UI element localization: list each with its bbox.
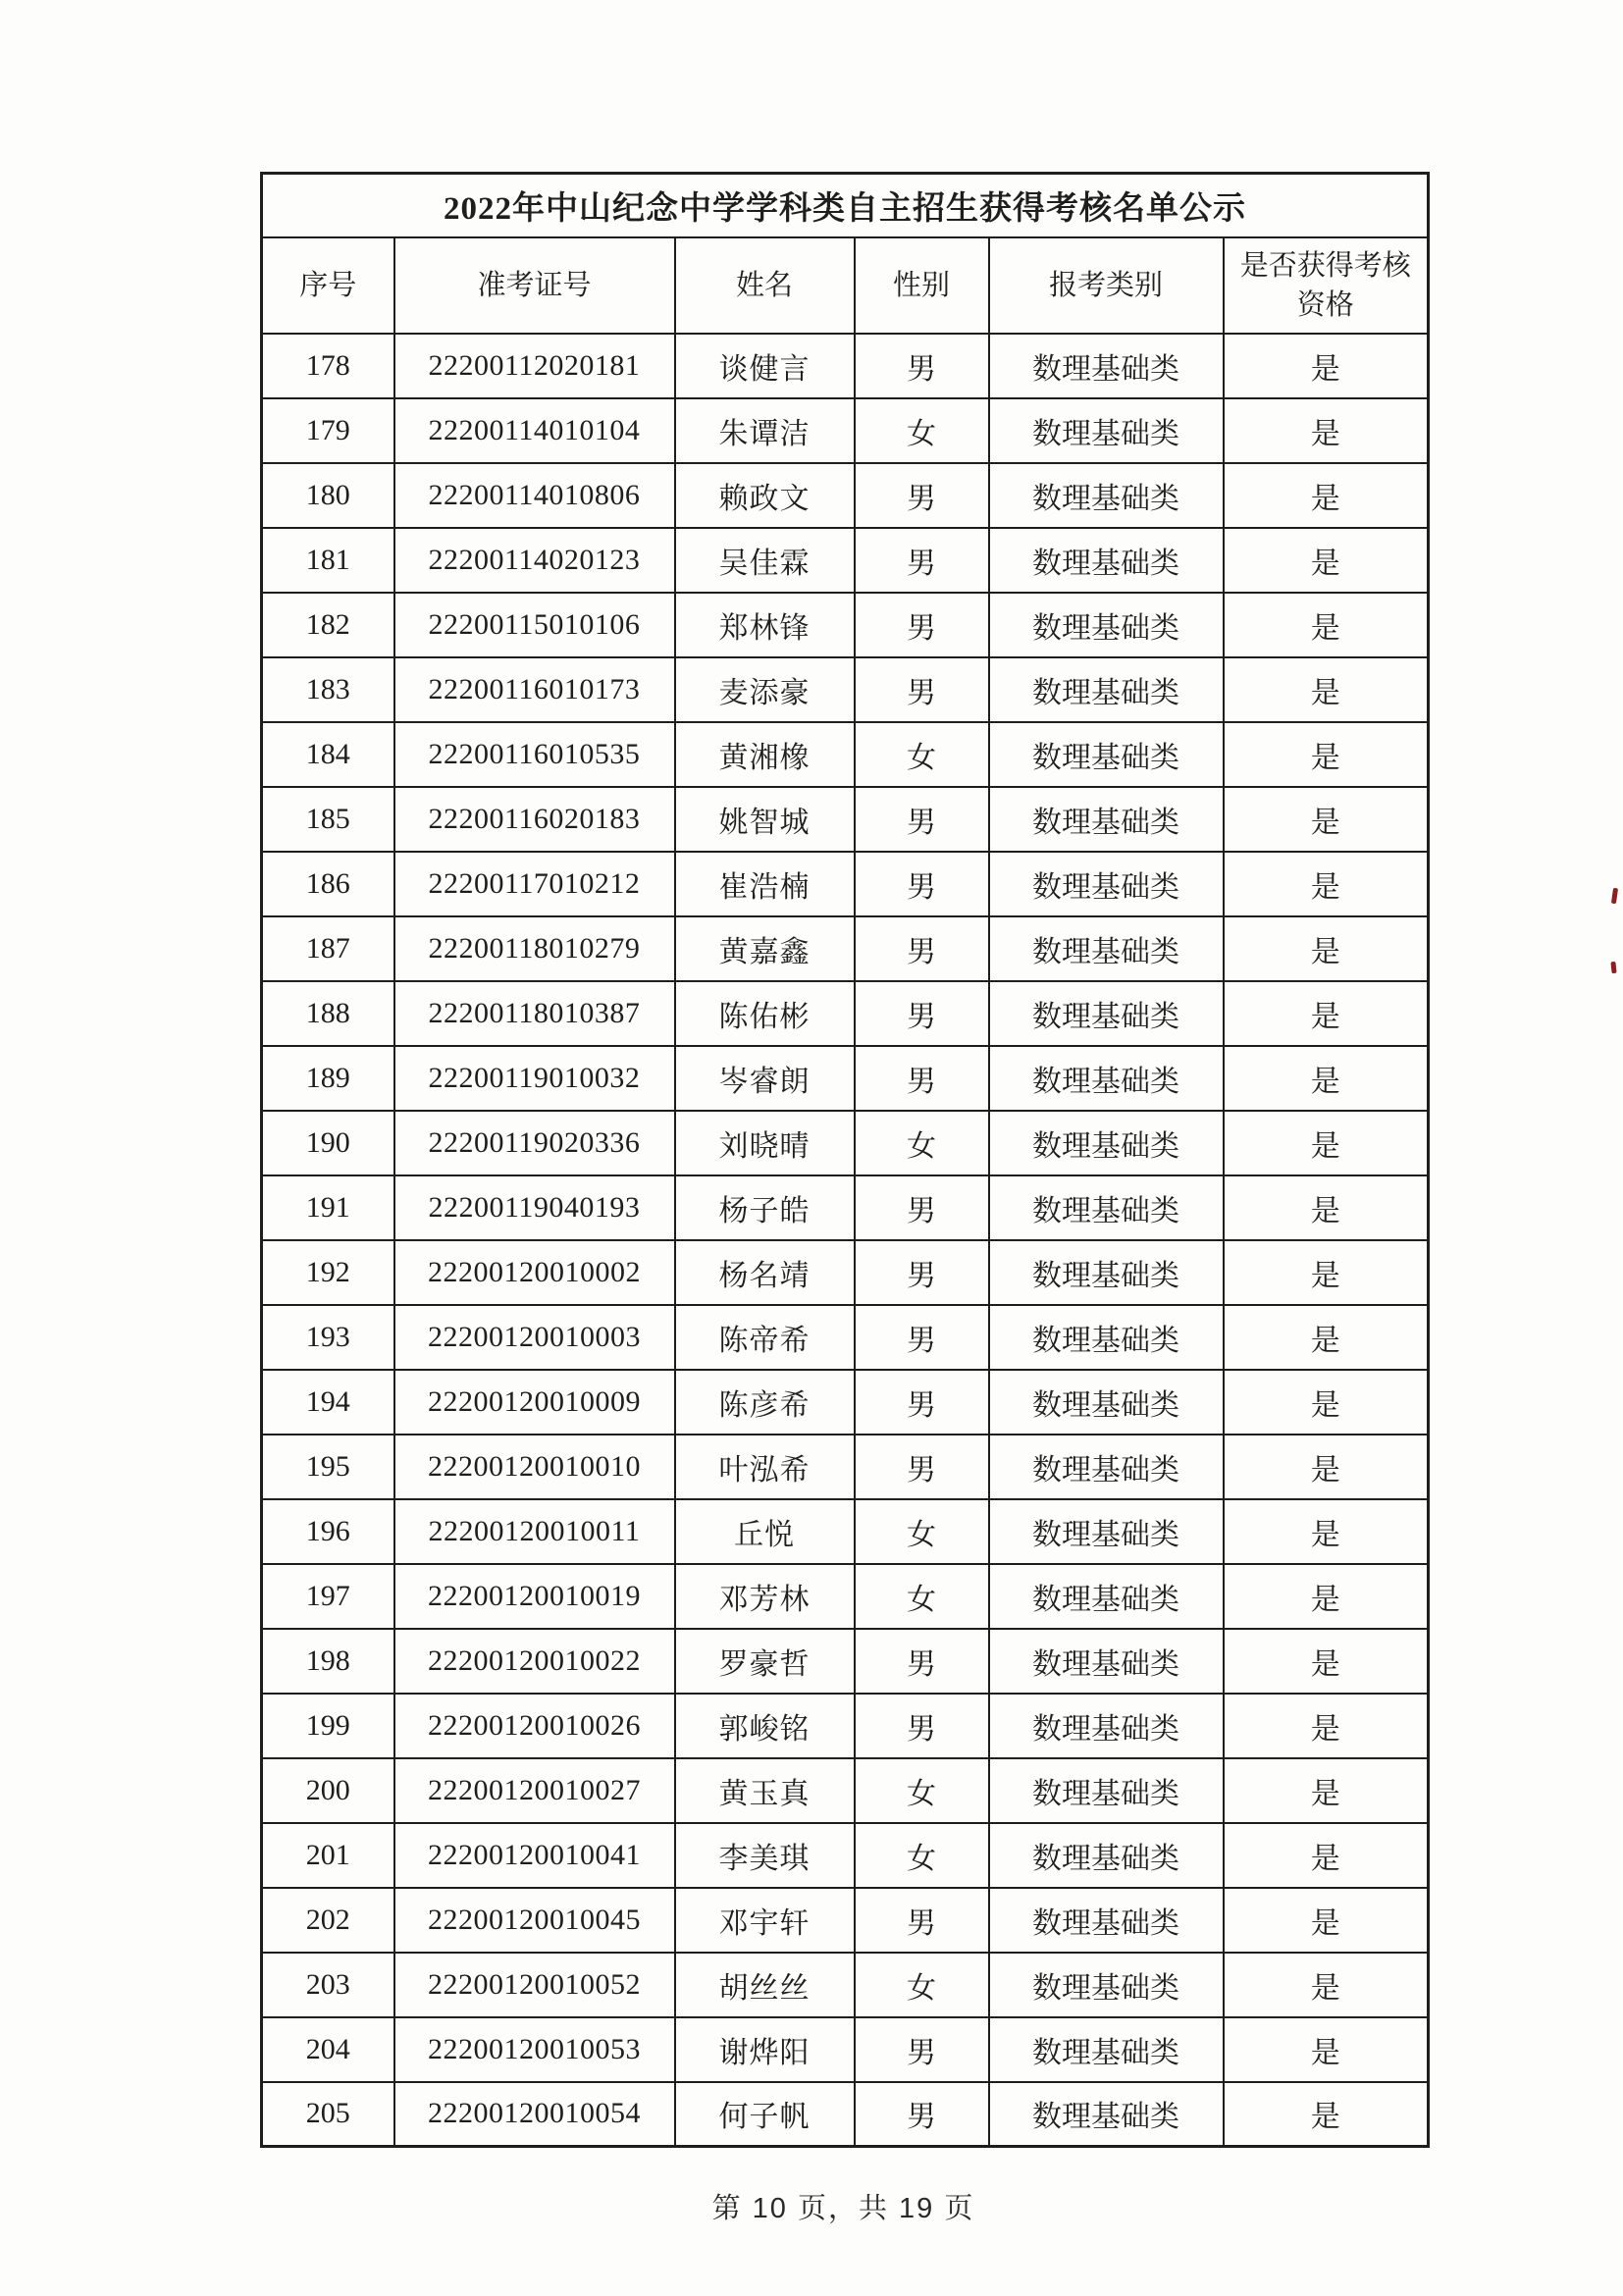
table-row	[262, 1435, 1429, 1499]
cell-qualified: 是	[1224, 1823, 1429, 1888]
cell-qualified: 是	[1224, 916, 1429, 981]
cell-name: 胡丝丝	[675, 1953, 855, 2017]
cell-gender: 男	[855, 1629, 989, 1694]
table-row	[262, 2017, 1429, 2082]
cell-qualified: 是	[1224, 593, 1429, 657]
cell-gender: 男	[855, 1888, 989, 1953]
cell-gender: 女	[855, 1499, 989, 1564]
cell-ticket: 22200120010002	[394, 1240, 675, 1305]
col-header-category: 报考类别	[989, 237, 1224, 334]
cell-category: 数理基础类	[989, 528, 1224, 593]
cell-gender: 男	[855, 1694, 989, 1758]
cell-ticket: 22200120010022	[394, 1629, 675, 1694]
cell-name: 吴佳霖	[675, 528, 855, 593]
cell-qualified: 是	[1224, 1564, 1429, 1629]
cell-name: 杨子皓	[675, 1175, 855, 1240]
cell-category: 数理基础类	[989, 1564, 1224, 1629]
cell-qualified: 是	[1224, 1758, 1429, 1823]
table-row	[262, 916, 1429, 981]
table-row	[262, 463, 1429, 528]
cell-index: 178	[262, 334, 394, 398]
table-row	[262, 1888, 1429, 1953]
cell-qualified: 是	[1224, 722, 1429, 787]
cell-ticket: 22200120010041	[394, 1823, 675, 1888]
table-row	[262, 657, 1429, 722]
cell-index: 184	[262, 722, 394, 787]
cell-ticket: 22200120010045	[394, 1888, 675, 1953]
cell-ticket: 22200116010173	[394, 657, 675, 722]
cell-index: 200	[262, 1758, 394, 1823]
cell-qualified: 是	[1224, 1111, 1429, 1175]
cell-gender: 男	[855, 593, 989, 657]
table-row	[262, 1823, 1429, 1888]
cell-gender: 女	[855, 1823, 989, 1888]
cell-name: 谈健言	[675, 334, 855, 398]
cell-index: 193	[262, 1305, 394, 1370]
cell-gender: 女	[855, 398, 989, 463]
cell-index: 183	[262, 657, 394, 722]
cell-name: 邓宇轩	[675, 1888, 855, 1953]
cell-name: 黄湘橡	[675, 722, 855, 787]
cell-index: 187	[262, 916, 394, 981]
cell-category: 数理基础类	[989, 1111, 1224, 1175]
cell-gender: 男	[855, 657, 989, 722]
cell-ticket: 22200114010806	[394, 463, 675, 528]
cell-ticket: 22200119040193	[394, 1175, 675, 1240]
cell-index: 199	[262, 1694, 394, 1758]
table-title-row	[262, 174, 1429, 237]
cell-category: 数理基础类	[989, 2017, 1224, 2082]
cell-ticket: 22200118010387	[394, 981, 675, 1046]
col-header-gender: 性别	[855, 237, 989, 334]
cell-category: 数理基础类	[989, 398, 1224, 463]
cell-qualified: 是	[1224, 1305, 1429, 1370]
table-row	[262, 1953, 1429, 2017]
table-body	[262, 334, 1429, 2147]
cell-index: 189	[262, 1046, 394, 1111]
cell-ticket: 22200120010026	[394, 1694, 675, 1758]
cell-category: 数理基础类	[989, 1758, 1224, 1823]
cell-gender: 男	[855, 1046, 989, 1111]
cell-ticket: 22200116020183	[394, 787, 675, 852]
cell-name: 李美琪	[675, 1823, 855, 1888]
cell-name: 岑睿朗	[675, 1046, 855, 1111]
cell-category: 数理基础类	[989, 1823, 1224, 1888]
cell-name: 罗豪哲	[675, 1629, 855, 1694]
table-row	[262, 1694, 1429, 1758]
cell-category: 数理基础类	[989, 981, 1224, 1046]
cell-index: 194	[262, 1370, 394, 1435]
cell-ticket: 22200112020181	[394, 334, 675, 398]
cell-gender: 男	[855, 916, 989, 981]
cell-category: 数理基础类	[989, 1370, 1224, 1435]
cell-category: 数理基础类	[989, 787, 1224, 852]
cell-name: 麦添豪	[675, 657, 855, 722]
cell-category: 数理基础类	[989, 722, 1224, 787]
table-row	[262, 1111, 1429, 1175]
cell-qualified: 是	[1224, 1888, 1429, 1953]
cell-gender: 男	[855, 1305, 989, 1370]
table-row	[262, 1758, 1429, 1823]
table-row	[262, 722, 1429, 787]
col-header-name: 姓名	[675, 237, 855, 334]
cell-category: 数理基础类	[989, 1888, 1224, 1953]
cell-index: 202	[262, 1888, 394, 1953]
cell-ticket: 22200120010011	[394, 1499, 675, 1564]
cell-ticket: 22200120010027	[394, 1758, 675, 1823]
cell-index: 205	[262, 2082, 394, 2147]
table-row	[262, 2082, 1429, 2147]
cell-qualified: 是	[1224, 1499, 1429, 1564]
cell-gender: 男	[855, 1435, 989, 1499]
col-header-index: 序号	[262, 237, 394, 334]
cell-ticket: 22200120010052	[394, 1953, 675, 2017]
table-row	[262, 1564, 1429, 1629]
cell-ticket: 22200120010019	[394, 1564, 675, 1629]
table-row	[262, 593, 1429, 657]
cell-qualified: 是	[1224, 1046, 1429, 1111]
cell-category: 数理基础类	[989, 1435, 1224, 1499]
cell-index: 196	[262, 1499, 394, 1564]
cell-qualified: 是	[1224, 528, 1429, 593]
cell-ticket: 22200120010053	[394, 2017, 675, 2082]
cell-category: 数理基础类	[989, 1175, 1224, 1240]
cell-name: 郑林锋	[675, 593, 855, 657]
cell-ticket: 22200114010104	[394, 398, 675, 463]
table-row	[262, 334, 1429, 398]
cell-name: 谢烨阳	[675, 2017, 855, 2082]
cell-qualified: 是	[1224, 463, 1429, 528]
cell-name: 陈佑彬	[675, 981, 855, 1046]
table-row	[262, 1240, 1429, 1305]
cell-ticket: 22200120010003	[394, 1305, 675, 1370]
cell-qualified: 是	[1224, 1629, 1429, 1694]
cell-gender: 男	[855, 2082, 989, 2147]
cell-name: 郭峻铭	[675, 1694, 855, 1758]
cell-qualified: 是	[1224, 1435, 1429, 1499]
cell-index: 201	[262, 1823, 394, 1888]
cell-index: 180	[262, 463, 394, 528]
cell-gender: 女	[855, 1953, 989, 2017]
cell-category: 数理基础类	[989, 2082, 1224, 2147]
cell-qualified: 是	[1224, 1694, 1429, 1758]
cell-gender: 男	[855, 981, 989, 1046]
cell-category: 数理基础类	[989, 1629, 1224, 1694]
cell-category: 数理基础类	[989, 1305, 1224, 1370]
cell-qualified: 是	[1224, 334, 1429, 398]
cell-gender: 男	[855, 1240, 989, 1305]
cell-qualified: 是	[1224, 787, 1429, 852]
cell-index: 198	[262, 1629, 394, 1694]
cell-category: 数理基础类	[989, 1240, 1224, 1305]
cell-category: 数理基础类	[989, 852, 1224, 916]
cell-category: 数理基础类	[989, 334, 1224, 398]
cell-name: 赖政文	[675, 463, 855, 528]
cell-category: 数理基础类	[989, 1694, 1224, 1758]
col-header-qualified: 是否获得考核资格	[1224, 237, 1429, 334]
roster-table	[260, 172, 1430, 2148]
table-row	[262, 852, 1429, 916]
cell-qualified: 是	[1224, 1370, 1429, 1435]
cell-index: 182	[262, 593, 394, 657]
table-row	[262, 1046, 1429, 1111]
cell-ticket: 22200119020336	[394, 1111, 675, 1175]
cell-name: 丘悦	[675, 1499, 855, 1564]
cell-gender: 女	[855, 1564, 989, 1629]
cell-category: 数理基础类	[989, 1499, 1224, 1564]
table-row	[262, 1370, 1429, 1435]
cell-qualified: 是	[1224, 657, 1429, 722]
cell-category: 数理基础类	[989, 1953, 1224, 2017]
cell-qualified: 是	[1224, 2017, 1429, 2082]
table-row	[262, 398, 1429, 463]
cell-category: 数理基础类	[989, 916, 1224, 981]
cell-ticket: 22200115010106	[394, 593, 675, 657]
cell-name: 陈帝希	[675, 1305, 855, 1370]
table-row	[262, 981, 1429, 1046]
cell-gender: 女	[855, 1758, 989, 1823]
cell-index: 204	[262, 2017, 394, 2082]
cell-index: 190	[262, 1111, 394, 1175]
cell-ticket: 22200117010212	[394, 852, 675, 916]
cell-name: 叶泓希	[675, 1435, 855, 1499]
cell-index: 179	[262, 398, 394, 463]
col-header-ticket: 准考证号	[394, 237, 675, 334]
cell-qualified: 是	[1224, 852, 1429, 916]
cell-category: 数理基础类	[989, 593, 1224, 657]
cell-qualified: 是	[1224, 1240, 1429, 1305]
cell-name: 刘晓晴	[675, 1111, 855, 1175]
cell-name: 姚智城	[675, 787, 855, 852]
cell-gender: 女	[855, 722, 989, 787]
cell-ticket: 22200120010054	[394, 2082, 675, 2147]
table-row	[262, 1629, 1429, 1694]
cell-ticket: 22200120010010	[394, 1435, 675, 1499]
table-row	[262, 528, 1429, 593]
cell-gender: 男	[855, 2017, 989, 2082]
cell-gender: 男	[855, 1175, 989, 1240]
cell-name: 杨名靖	[675, 1240, 855, 1305]
cell-category: 数理基础类	[989, 463, 1224, 528]
cell-qualified: 是	[1224, 398, 1429, 463]
cell-ticket: 22200116010535	[394, 722, 675, 787]
table-row	[262, 1499, 1429, 1564]
cell-category: 数理基础类	[989, 657, 1224, 722]
cell-index: 191	[262, 1175, 394, 1240]
cell-name: 黄嘉鑫	[675, 916, 855, 981]
cell-index: 192	[262, 1240, 394, 1305]
cell-name: 陈彦希	[675, 1370, 855, 1435]
cell-name: 朱谭洁	[675, 398, 855, 463]
cell-gender: 男	[855, 787, 989, 852]
cell-name: 黄玉真	[675, 1758, 855, 1823]
cell-gender: 男	[855, 528, 989, 593]
cell-ticket: 22200120010009	[394, 1370, 675, 1435]
cell-name: 崔浩楠	[675, 852, 855, 916]
cell-gender: 男	[855, 463, 989, 528]
table-row	[262, 1175, 1429, 1240]
cell-qualified: 是	[1224, 981, 1429, 1046]
cell-index: 195	[262, 1435, 394, 1499]
cell-qualified: 是	[1224, 2082, 1429, 2147]
cell-index: 203	[262, 1953, 394, 2017]
cell-gender: 男	[855, 1370, 989, 1435]
cell-index: 188	[262, 981, 394, 1046]
table-header-row	[262, 237, 1429, 334]
cell-ticket: 22200114020123	[394, 528, 675, 593]
cell-name: 邓芳林	[675, 1564, 855, 1629]
cell-qualified: 是	[1224, 1953, 1429, 2017]
cell-ticket: 22200118010279	[394, 916, 675, 981]
table-row	[262, 787, 1429, 852]
cell-category: 数理基础类	[989, 1046, 1224, 1111]
cell-index: 181	[262, 528, 394, 593]
scan-speck-icon	[1611, 888, 1618, 905]
cell-qualified: 是	[1224, 1175, 1429, 1240]
cell-gender: 男	[855, 852, 989, 916]
cell-gender: 女	[855, 1111, 989, 1175]
cell-gender: 男	[855, 334, 989, 398]
scan-speck-icon	[1610, 962, 1616, 973]
cell-name: 何子帆	[675, 2082, 855, 2147]
table-title: 2022年中山纪念中学学科类自主招生获得考核名单公示	[262, 174, 1429, 237]
cell-ticket: 22200119010032	[394, 1046, 675, 1111]
table-row	[262, 1305, 1429, 1370]
cell-index: 185	[262, 787, 394, 852]
page-number: 第 10 页，共 19 页	[711, 2193, 975, 2224]
cell-index: 186	[262, 852, 394, 916]
cell-index: 197	[262, 1564, 394, 1629]
